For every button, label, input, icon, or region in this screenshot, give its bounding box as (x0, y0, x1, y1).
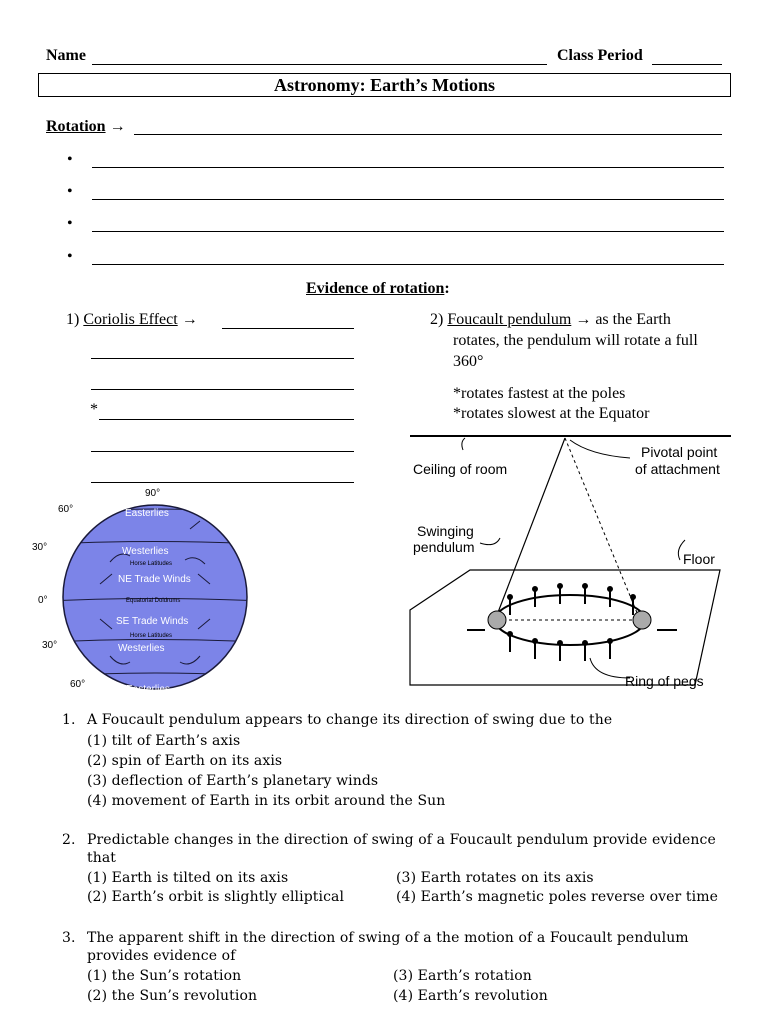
question-3-option-4[interactable]: (4) Earth’s revolution (393, 988, 548, 1004)
rotation-heading (46, 118, 126, 136)
ne-trade-winds-label: NE Trade Winds (118, 574, 191, 585)
rotation-blank[interactable] (134, 134, 722, 135)
name-label: Name (46, 47, 86, 64)
rotation-line-3[interactable] (92, 231, 724, 232)
westerlies-north-label: Westerlies (122, 546, 169, 557)
rotation-line-2[interactable] (92, 199, 724, 200)
coriolis-line-3[interactable] (99, 419, 354, 420)
arrow-icon: → (109, 118, 126, 135)
coriolis-line-5[interactable] (91, 482, 354, 483)
coriolis-star: * (90, 401, 98, 418)
arrow-icon: → (575, 311, 592, 328)
question-2-option-3[interactable]: (3) Earth rotates on its axis (396, 870, 594, 886)
question-3-stem-1: The apparent shift in the direction of swing of a the motion of a Foucault pendulum (87, 930, 689, 946)
globe-body (63, 505, 247, 689)
question-2-option-1[interactable]: (1) Earth is tilted on its axis (87, 870, 289, 886)
lat-0-label: 0° (38, 595, 48, 606)
arrow-icon: → (181, 311, 198, 328)
horse-latitudes-south-label: Horse Latitudes (130, 633, 173, 639)
bullet-3: • (67, 215, 73, 232)
coriolis-line-1[interactable] (91, 358, 354, 359)
pivot-label-1: Pivotal point (641, 444, 718, 460)
foucault-line-2: rotates, the pendulum will rotate a full (453, 332, 698, 349)
lat-30s-label: 30° (42, 640, 58, 651)
question-2-option-4[interactable]: (4) Earth’s magnetic poles reverse over time (396, 889, 718, 905)
title-box (38, 73, 731, 97)
easterlies-south-label: Easterlies (126, 684, 170, 695)
foucault-pendulum-diagram (405, 430, 735, 700)
coriolis-item: 1) Coriolis Effect → (66, 311, 198, 328)
question-1-stem: A Foucault pendulum appears to change its direction of swing due to the (87, 712, 613, 728)
question-3-option-1[interactable]: (1) the Sun’s rotation (87, 968, 242, 984)
question-1-option-2[interactable]: (2) spin of Earth on its axis (87, 753, 283, 769)
horse-latitudes-north-label: Horse Latitudes (130, 561, 173, 567)
class-period-label: Class Period (557, 47, 643, 64)
evidence-heading: Evidence of rotation: (306, 280, 450, 297)
question-1-number: 1. (62, 712, 76, 728)
question-3-stem-2: provides evidence of (87, 948, 236, 964)
question-1-option-4[interactable]: (4) movement of Earth in its orbit around the Sun (87, 793, 446, 809)
question-3-option-2[interactable]: (2) the Sun’s revolution (87, 988, 258, 1004)
pivot-label-2: of attachment (635, 461, 720, 477)
class-period-blank[interactable] (652, 64, 722, 65)
page-title: Astronomy: Earth’s Motions (274, 75, 495, 95)
equatorial-doldrums-label: Equatorial Doldrums (126, 598, 181, 604)
ceiling-label: Ceiling of room (413, 461, 508, 477)
bullet-1: • (67, 151, 73, 168)
question-3-option-3[interactable]: (3) Earth’s rotation (393, 968, 532, 984)
foucault-note-2: *rotates slowest at the Equator (453, 405, 650, 422)
lat-60n-label: 60° (58, 504, 74, 515)
swinging-label-2: pendulum (413, 539, 475, 555)
ring-of-pegs-label: Ring of pegs (625, 673, 704, 689)
foucault-item: 2) Foucault pendulum → as the Earth (430, 311, 671, 328)
foucault-label: Foucault pendulum (447, 311, 572, 328)
easterlies-north-label: Easterlies (125, 508, 169, 519)
rotation-label: Rotation (46, 118, 106, 135)
question-2-option-2[interactable]: (2) Earth’s orbit is slightly elliptical (87, 889, 345, 905)
coriolis-line-2[interactable] (91, 389, 354, 390)
question-3-number: 3. (62, 930, 76, 946)
question-2-stem-1: Predictable changes in the direction of swing of a Foucault pendulum provide evidence (87, 832, 716, 848)
rotation-line-1[interactable] (92, 167, 724, 168)
lat-60s-label: 60° (70, 679, 86, 690)
name-blank[interactable] (92, 64, 547, 65)
pendulum-bob (488, 611, 506, 629)
bullet-4: • (67, 248, 73, 265)
se-trade-winds-label: SE Trade Winds (116, 616, 189, 627)
swinging-label-1: Swinging (417, 523, 474, 539)
question-1-option-3[interactable]: (3) deflection of Earth’s planetary winds (87, 773, 379, 789)
question-1-option-1[interactable]: (1) tilt of Earth’s axis (87, 733, 241, 749)
foucault-line-3: 360° (453, 353, 484, 370)
floor-label: Floor (683, 551, 715, 567)
rotation-line-4[interactable] (92, 264, 724, 265)
lat-30n-label: 30° (32, 542, 48, 553)
question-2-stem-2: that (87, 850, 117, 866)
lat-90-label: 90° (145, 488, 161, 499)
westerlies-south-label: Westerlies (118, 643, 165, 654)
coriolis-blank[interactable] (222, 328, 354, 329)
coriolis-line-4[interactable] (91, 451, 354, 452)
coriolis-label: Coriolis Effect (83, 311, 178, 328)
floor-plane (410, 570, 720, 685)
foucault-note-1: *rotates fastest at the poles (453, 385, 626, 402)
bullet-2: • (67, 183, 73, 200)
global-winds-diagram (30, 484, 260, 704)
question-2-number: 2. (62, 832, 76, 848)
